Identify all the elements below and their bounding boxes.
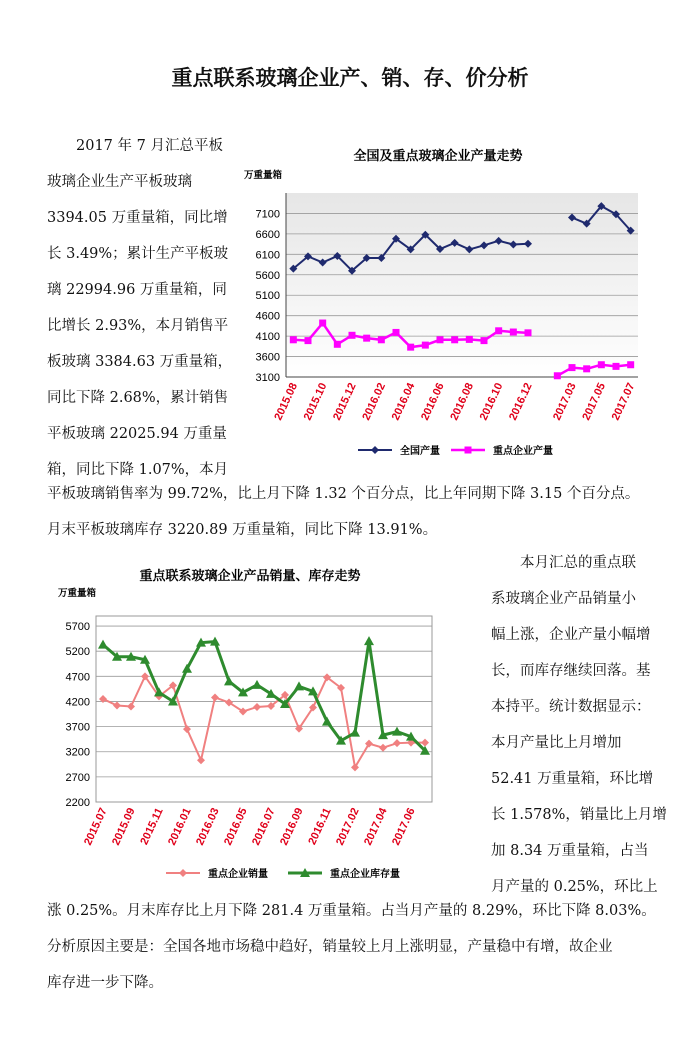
data-point	[349, 332, 356, 339]
data-point	[363, 335, 370, 342]
text-line: 板玻璃 3384.63 万重量箱，	[47, 354, 233, 370]
x-tick-label: 2015.09	[110, 806, 138, 848]
x-tick-label: 2015.12	[331, 381, 359, 423]
text-line: 系玻璃企业产品销量小	[491, 591, 636, 607]
data-point	[613, 363, 620, 370]
y-tick-label: 2700	[65, 771, 90, 784]
data-point	[422, 342, 429, 349]
data-point	[290, 336, 297, 343]
data-point	[421, 739, 429, 747]
x-tick-label: 2017.05	[580, 381, 609, 423]
paragraph-1-full	[47, 476, 687, 548]
data-point	[224, 676, 234, 685]
x-tick-label: 2017.03	[551, 381, 579, 423]
data-point	[393, 329, 400, 336]
y-tick-label: 5600	[255, 269, 280, 282]
data-point	[627, 361, 634, 368]
plot-border	[96, 616, 432, 802]
x-tick-label: 2015.08	[272, 381, 301, 423]
y-tick-label: 3200	[65, 746, 90, 759]
sales-inventory-chart	[58, 560, 440, 890]
data-point	[583, 365, 590, 372]
legend-label: 重点企业产量	[493, 446, 553, 457]
legend-label: 重点企业库存量	[330, 869, 400, 880]
data-point	[113, 701, 121, 709]
text-line: 月产量的 0.25%，环比上	[491, 879, 658, 895]
plot-background	[286, 193, 638, 377]
data-point	[525, 329, 532, 336]
x-tick-label: 2016.04	[389, 381, 418, 423]
data-point	[319, 320, 326, 327]
text-line: 本持平。统计数据显示：	[491, 699, 651, 715]
data-point	[252, 680, 262, 689]
y-tick-label: 7100	[255, 208, 280, 221]
text-line: 同比下降 2.68%，累计销售	[47, 390, 229, 406]
x-tick-label: 2016.12	[507, 381, 535, 423]
y-tick-label: 3600	[255, 351, 280, 364]
data-point	[350, 728, 360, 737]
data-point	[569, 364, 576, 371]
data-point	[127, 702, 135, 710]
x-tick-label: 2016.07	[250, 806, 278, 848]
text-line: 52.41 万重量箱，环比增	[491, 771, 654, 787]
y-tick-label: 4600	[255, 310, 280, 323]
y-tick-label: 4100	[255, 331, 280, 344]
y-axis-label: 万重量箱	[58, 588, 97, 599]
paragraph-2-full	[47, 893, 692, 1001]
data-point	[378, 336, 385, 343]
production-chart-svg	[238, 138, 642, 468]
production-chart	[238, 138, 642, 468]
text-line: 长 1.578%，销量比上月增	[491, 807, 667, 823]
data-point	[554, 372, 561, 379]
data-point	[598, 361, 605, 368]
data-point	[379, 744, 387, 752]
legend-marker	[179, 869, 187, 877]
y-tick-label: 2200	[65, 797, 90, 809]
sales-inventory-chart-svg	[58, 560, 440, 890]
paragraph-1-wrapped	[47, 128, 237, 488]
y-tick-label: 4200	[65, 696, 90, 709]
text-line: 库存进一步下降。	[47, 975, 163, 991]
y-tick-label: 5200	[65, 646, 90, 659]
data-point	[253, 703, 261, 711]
x-tick-label: 2016.02	[360, 381, 389, 423]
data-point	[393, 739, 401, 747]
data-point	[495, 327, 502, 334]
text-line: 月末平板玻璃库存 3220.89 万重量箱，同比下降 13.91%。	[47, 522, 438, 538]
y-tick-label: 3700	[65, 721, 90, 734]
x-tick-label: 2016.06	[419, 381, 447, 423]
text-line: 平板玻璃 22025.94 万重量	[47, 426, 227, 442]
y-axis-label: 万重量箱	[244, 170, 283, 181]
y-tick-label: 4700	[65, 671, 90, 684]
paragraph-2-wrapped	[491, 545, 691, 905]
data-point	[364, 636, 374, 645]
x-tick-label: 2016.08	[448, 381, 477, 423]
legend-marker	[371, 446, 379, 454]
x-tick-label: 2016.03	[194, 806, 222, 848]
x-tick-label: 2017.06	[390, 806, 418, 848]
legend-marker	[465, 447, 472, 454]
data-point	[322, 717, 332, 726]
text-line: 长 3.49%；累计生产平板玻	[47, 246, 229, 262]
data-point	[481, 337, 488, 344]
y-tick-label: 6100	[255, 249, 280, 262]
legend-label: 重点企业销量	[208, 869, 268, 880]
text-line: 平板玻璃销售率为 99.72%，比上月下降 1.32 个百分点，比上年同期下降 3.15 个百分点。	[47, 486, 640, 502]
page-title: 重点联系玻璃企业产、销、存、价分析	[171, 66, 529, 90]
text-line: 长，而库存继续回落。基	[491, 663, 651, 679]
data-point	[451, 336, 458, 343]
x-tick-label: 2015.07	[82, 806, 110, 848]
text-line: 璃 22994.96 万重量箱，同	[47, 282, 227, 298]
text-line: 幅上涨，企业产量小幅增	[491, 627, 651, 643]
y-tick-label: 3100	[255, 372, 280, 384]
text-line: 玻璃企业生产平板玻璃	[47, 174, 192, 190]
x-tick-label: 2017.04	[362, 806, 390, 848]
data-point	[211, 693, 219, 701]
data-point	[197, 756, 205, 764]
text-line: 本月产量比上月增加	[491, 735, 622, 751]
data-point	[466, 336, 473, 343]
text-line: 本月汇总的重点联	[520, 555, 636, 571]
x-tick-label: 2015.11	[138, 806, 166, 847]
chart-title: 重点联系玻璃企业产品销量、库存走势	[139, 569, 361, 584]
text-line: 2017 年 7 月汇总平板	[76, 138, 223, 154]
y-tick-label: 5700	[65, 621, 90, 634]
y-tick-label: 6600	[255, 228, 280, 241]
data-point	[305, 337, 312, 344]
x-tick-label: 2015.10	[301, 381, 330, 423]
series-line	[103, 641, 425, 751]
legend-label: 全国产量	[400, 446, 440, 457]
x-tick-label: 2016.05	[222, 806, 250, 848]
data-point	[98, 640, 108, 649]
text-line: 加 8.34 万重量箱，占当	[491, 843, 649, 859]
x-tick-label: 2016.09	[278, 806, 306, 848]
text-line: 比增长 2.93%，本月销售平	[47, 318, 229, 334]
data-point	[407, 344, 414, 351]
x-tick-label: 2017.02	[334, 806, 362, 848]
x-tick-label: 2016.01	[166, 806, 194, 848]
x-tick-label: 2016.11	[306, 806, 334, 847]
chart-title: 全国及重点玻璃企业产量走势	[353, 149, 523, 164]
data-point	[510, 329, 517, 336]
text-line: 3394.05 万重量箱，同比增	[47, 210, 228, 226]
text-line: 分析原因主要是：全国各地市场稳中趋好，销量较上月上涨明显，产量稳中有增，故企业	[47, 939, 613, 955]
data-point	[334, 341, 341, 348]
x-tick-label: 2016.10	[477, 381, 506, 423]
y-tick-label: 5100	[255, 290, 280, 303]
text-line: 箱，同比下降 1.07%，本月	[47, 462, 229, 478]
data-point	[437, 336, 444, 343]
text-line: 涨 0.25%。月末库存比上月下降 281.4 万重量箱。占当月产量的 8.29%，环比下降 8.03%。	[47, 903, 656, 919]
x-tick-label: 2017.07	[609, 381, 638, 423]
data-point	[294, 681, 304, 690]
